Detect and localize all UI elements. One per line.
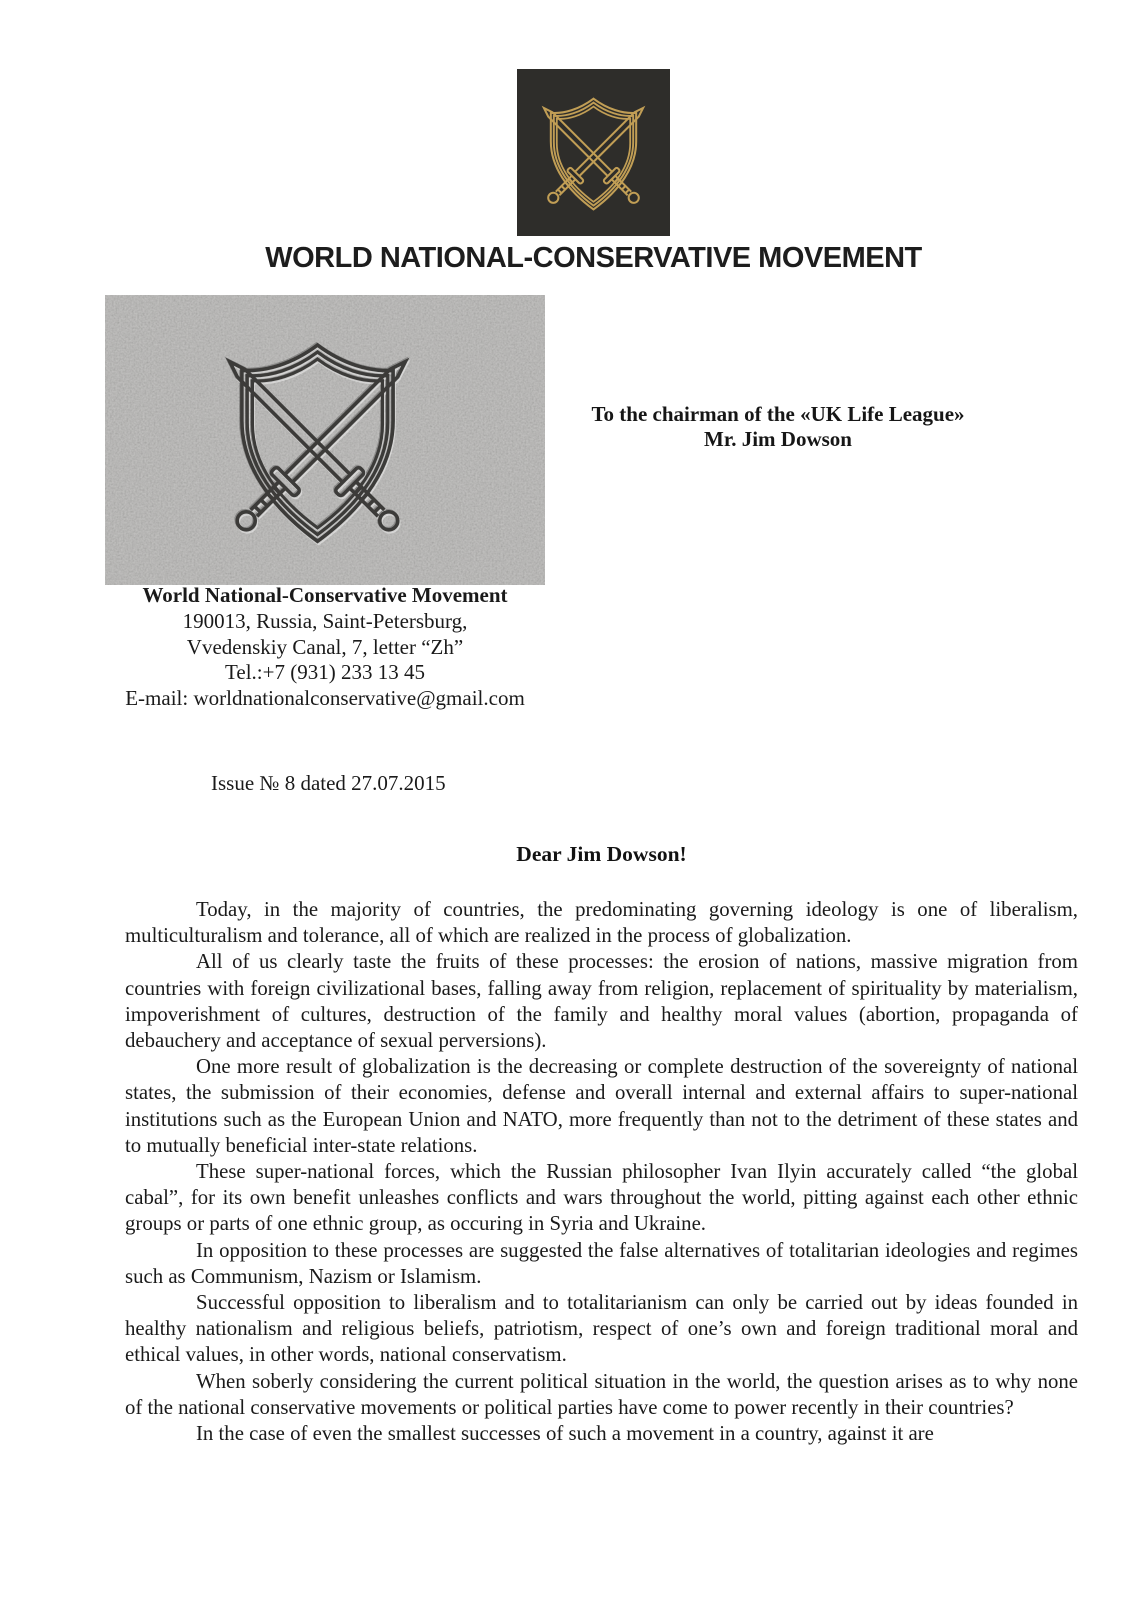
paragraph: All of us clearly taste the fruits of these processes: the erosion of nations, massive migration from countries with foreign civilizational bases, falling away from religion, replacement of spirituality by materialism, impoverishment of cultures, destruction of the family and healthy moral values (abortion, propaganda of debauchery and acceptance of sexual perversions). <box>125 950 1078 1053</box>
addressee-line-1: To the chairman of the «UK Life League» <box>591 402 965 426</box>
organization-address-line-2: Vvedenskiy Canal, 7, letter “Zh” <box>186 634 464 659</box>
paragraph: One more result of globalization is the decreasing or complete destruction of the sovereignty of national states, the submission of their economies, defense and overall internal and external affairs to super-national institutions such as the European Union and NATO, more frequently than not to the detriment of these states and to mutually beneficial inter-state relations. <box>125 1055 1078 1157</box>
paragraph: Today, in the majority of countries, the predominating governing ideology is one of liberalism, multiculturalism and tolerance, all of which are realized in the process of globalization. <box>125 898 1078 948</box>
organization-block <box>45 583 605 712</box>
paragraph: Successful opposition to liberalism and to totalitarianism can only be carried out by ideas founded in healthy nationalism and religious beliefs, patriotism, respect of one’s own and foreign traditional moral and ethical values, in other words, national conservatism. <box>125 1291 1078 1367</box>
organization-address-line-1: 190013, Russia, Saint-Petersburg, <box>182 608 468 633</box>
organization-phone: Tel.:+7 (931) 233 13 45 <box>225 660 425 685</box>
organization-name: World National-Conservative Movement <box>142 583 508 607</box>
addressee-block <box>568 402 988 452</box>
paragraph: When soberly considering the current political situation in the world, the question arises as to why none of the national conservative movements or political parties have come to power recently in their countries? <box>125 1369 1078 1419</box>
shield-swords-gold-icon <box>530 89 657 216</box>
brand-logo-badge <box>517 69 670 236</box>
letter-body <box>125 897 1078 1447</box>
paragraph: In the case of even the smallest successes of such a movement in a country, against it are <box>196 1422 934 1446</box>
salutation: Dear Jim Dowson! <box>516 842 687 866</box>
paragraph: In opposition to these processes are suggested the false alternatives of totalitarian ideologies and regimes such as Communism, Nazism or Islamism. <box>125 1238 1078 1288</box>
paragraph: These super-national forces, which the Russian philosopher Ivan Ilyin accurately called “the global cabal”, for its own benefit unleashes conflicts and wars throughout the world, pitting against each other ethnic groups or parts of one ethnic group, as occuring in Syria and Ukraine. <box>125 1160 1078 1236</box>
shield-swords-stone-icon <box>205 323 430 558</box>
issue-number-line: Issue № 8 dated 27.07.2015 <box>211 771 446 795</box>
letterhead-photo <box>105 295 545 585</box>
organization-email: E-mail: worldnationalconservative@gmail.com <box>125 686 525 711</box>
addressee-line-2: Mr. Jim Dowson <box>704 427 852 451</box>
page-title: WORLD NATIONAL-CONSERVATIVE MOVEMENT <box>265 242 922 274</box>
